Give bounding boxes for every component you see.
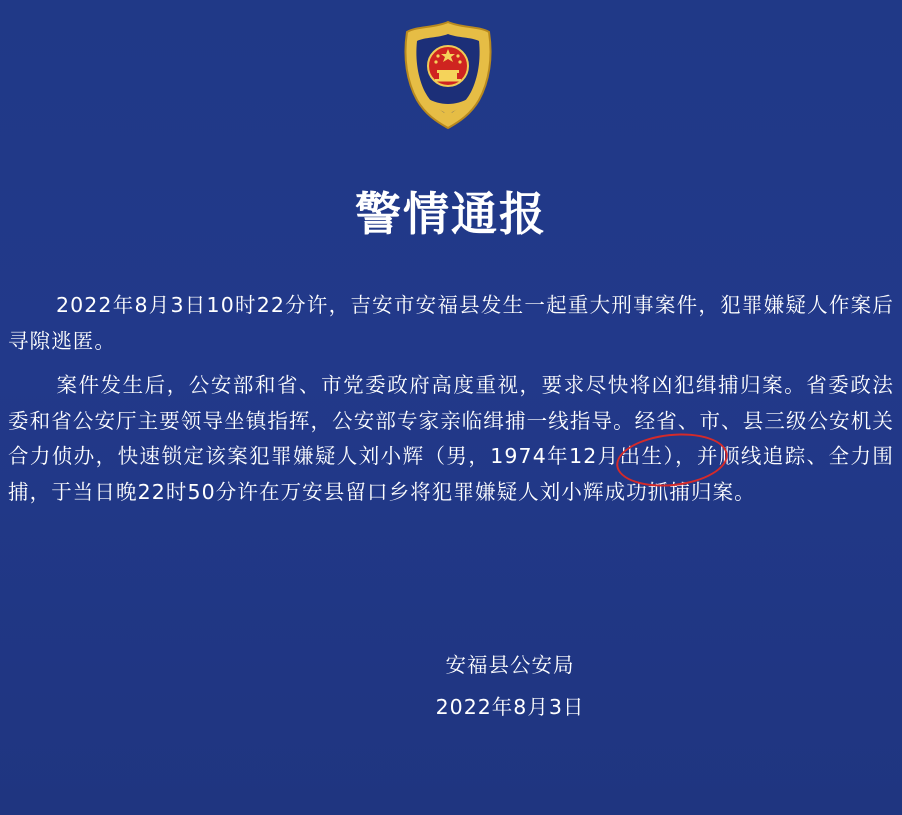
suspect-name: 刘小辉 (358, 444, 425, 468)
paragraph-1-text: 2022年8月3日10时22分许，吉安市安福县发生一起重大刑事案件，犯罪嫌疑人作案后寻隙逃匿。 (8, 293, 894, 353)
notice-paragraph-2 (8, 368, 894, 510)
issuer-name: 安福县公安局 (445, 653, 575, 677)
notice-paragraph-1 (8, 288, 894, 359)
paragraph-2-text-before: 案件发生后，公安部和省、市党委政府高度重视，要求尽快将凶犯缉捕归案。省委政法委和省公安厅主要领导坐镇指挥，公安部专家亲临缉捕一线指导。经省、市、县三级公安机关合力侦办，快速锁定该案犯罪嫌疑人 (8, 373, 894, 468)
notice-title: 警情通报 (355, 187, 547, 241)
police-emblem-icon (401, 18, 495, 130)
issue-date: 2022年8月3日 (435, 695, 585, 719)
paragraph-2-text-after: （男，1974年12月出生），并顺线追踪、全力围捕，于当日晚22时50分许在万安县留口乡将犯罪嫌疑人刘小辉成功抓捕归案。 (8, 444, 894, 504)
